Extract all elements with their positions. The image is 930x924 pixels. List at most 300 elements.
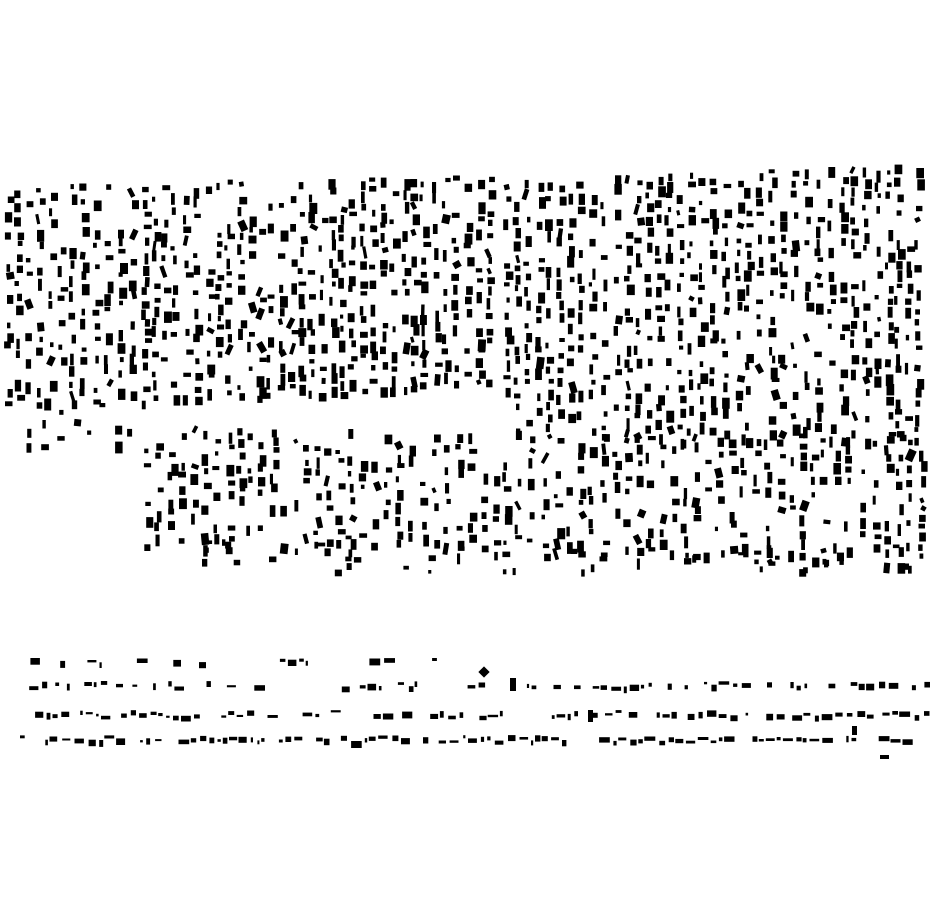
building-footprint: [95, 337, 101, 341]
building-footprint: [445, 178, 450, 182]
building-footprint: [360, 332, 368, 338]
building-footprint: [451, 274, 459, 281]
building-footprint: [404, 387, 407, 395]
building-footprint: [860, 503, 866, 513]
building-footprint: [699, 712, 703, 719]
building-footprint: [833, 463, 841, 475]
building-footprint: [677, 307, 680, 318]
building-footprint: [170, 246, 174, 250]
building-footprint: [579, 286, 585, 293]
building-footprint: [544, 554, 551, 561]
building-footprint: [889, 412, 894, 419]
building-footprint: [571, 549, 578, 554]
building-footprint: [589, 282, 592, 286]
building-footprint: [359, 533, 367, 538]
building-footprint: [495, 741, 504, 745]
building-footprint: [748, 262, 755, 270]
building-footprint: [668, 244, 671, 254]
building-footprint: [884, 536, 891, 544]
building-footprint: [442, 348, 448, 354]
building-footprint: [314, 542, 318, 549]
building-footprint: [803, 738, 807, 742]
building-footprint: [836, 451, 841, 462]
building-footprint: [371, 543, 378, 551]
building-footprint: [171, 382, 177, 388]
building-footprint: [507, 336, 515, 345]
building-footprint: [420, 373, 428, 377]
building-footprint: [194, 196, 197, 207]
building-footprint: [467, 223, 474, 232]
building-footprint: [61, 357, 67, 365]
building-footprint: [557, 528, 565, 539]
building-footprint: [360, 236, 363, 247]
building-footprint: [660, 529, 664, 537]
building-footprint: [57, 436, 64, 441]
building-footprint: [721, 339, 725, 344]
building-footprint: [860, 518, 866, 529]
building-footprint: [152, 197, 155, 202]
building-footprint: [850, 339, 854, 348]
building-footprint: [729, 440, 737, 449]
building-footprint: [692, 555, 696, 562]
building-footprint: [329, 217, 337, 224]
building-footprint: [821, 438, 826, 442]
building-footprint: [476, 328, 483, 337]
building-footprint: [433, 224, 438, 234]
building-footprint: [340, 326, 343, 332]
building-footprint: [777, 737, 781, 740]
building-footprint: [599, 737, 610, 742]
building-footprint: [324, 448, 331, 455]
building-footprint: [655, 258, 661, 263]
building-footprint: [423, 227, 430, 239]
building-footprint: [841, 212, 849, 222]
building-footprint: [380, 260, 388, 270]
building-footprint: [402, 279, 406, 285]
building-footprint: [843, 396, 849, 406]
building-footprint: [179, 740, 190, 745]
building-footprint: [552, 715, 555, 719]
building-footprint: [271, 484, 278, 493]
building-footprint: [716, 480, 723, 487]
building-footprint: [106, 184, 111, 190]
building-footprint: [349, 329, 353, 339]
building-footprint: [61, 247, 67, 254]
building-footprint: [659, 177, 664, 185]
building-footprint: [670, 476, 678, 486]
building-footprint: [916, 388, 922, 397]
building-footprint: [130, 354, 134, 366]
building-footprint: [319, 393, 327, 402]
building-footprint: [238, 439, 244, 448]
building-footprint: [351, 741, 362, 748]
building-footprint: [455, 444, 460, 449]
building-footprint: [675, 739, 683, 743]
building-footprint: [152, 318, 156, 325]
building-footprint: [865, 233, 870, 244]
building-footprint: [665, 280, 671, 291]
building-footprint: [266, 378, 270, 390]
building-footprint: [404, 190, 407, 200]
building-footprint: [435, 322, 440, 332]
building-footprint: [72, 195, 78, 206]
building-footprint: [100, 662, 102, 668]
building-footprint: [847, 713, 853, 717]
building-footprint: [614, 405, 619, 411]
building-footprint: [402, 712, 412, 719]
building-footprint: [578, 466, 585, 473]
building-footprint: [670, 550, 674, 560]
building-footprint: [215, 284, 221, 291]
building-footprint: [209, 373, 215, 377]
building-footprint: [361, 316, 367, 323]
building-footprint: [478, 180, 485, 189]
building-footprint: [371, 365, 375, 371]
building-footprint: [569, 194, 574, 205]
building-footprint: [444, 445, 450, 453]
building-footprint: [666, 411, 674, 423]
building-footprint: [852, 229, 859, 236]
building-footprint: [689, 207, 696, 213]
building-footprint: [143, 266, 149, 276]
building-footprint: [806, 303, 814, 312]
building-footprint: [179, 486, 185, 495]
building-footprint: [524, 287, 528, 297]
building-footprint: [351, 246, 354, 250]
building-footprint: [919, 533, 926, 542]
building-footprint: [757, 314, 761, 319]
building-footprint: [5, 212, 12, 222]
building-footprint: [397, 532, 403, 540]
building-footprint: [768, 236, 775, 244]
building-footprint: [445, 467, 448, 475]
building-footprint: [725, 238, 728, 247]
building-footprint: [502, 552, 510, 558]
building-footprint: [42, 420, 45, 429]
building-footprint: [99, 403, 105, 407]
building-footprint: [309, 195, 312, 203]
building-footprint: [636, 263, 642, 267]
building-footprint: [578, 551, 586, 557]
building-footprint: [404, 179, 410, 191]
building-footprint: [616, 710, 622, 713]
building-footprint: [95, 323, 100, 329]
building-footprint: [381, 271, 387, 277]
building-footprint: [845, 467, 851, 473]
building-footprint: [240, 233, 244, 240]
building-footprint: [465, 184, 473, 192]
building-footprint: [766, 714, 773, 721]
building-footprint: [667, 228, 674, 236]
building-footprint: [624, 687, 627, 694]
building-footprint: [513, 568, 516, 575]
building-footprint: [803, 567, 808, 573]
building-footprint: [332, 282, 336, 287]
building-footprint: [672, 499, 680, 506]
building-footprint: [445, 483, 449, 493]
building-footprint: [535, 337, 540, 347]
building-footprint: [193, 290, 198, 295]
building-footprint: [29, 686, 38, 690]
building-footprint: [69, 313, 76, 320]
building-footprint: [810, 463, 813, 471]
building-footprint: [172, 207, 176, 215]
building-footprint: [627, 418, 630, 430]
building-footprint: [82, 309, 85, 316]
building-footprint: [554, 494, 558, 498]
building-footprint: [458, 469, 464, 478]
building-footprint: [898, 270, 903, 282]
building-footprint: [656, 404, 662, 412]
building-footprint: [83, 227, 90, 237]
building-footprint: [644, 737, 655, 741]
building-footprint: [82, 348, 87, 352]
building-footprint: [146, 517, 153, 528]
building-footprint: [420, 482, 425, 486]
building-footprint: [648, 529, 654, 539]
building-footprint: [37, 230, 44, 242]
building-footprint: [72, 400, 77, 409]
building-footprint: [104, 735, 114, 738]
building-footprint: [788, 551, 794, 562]
building-footprint: [361, 485, 365, 489]
building-footprint: [722, 223, 728, 228]
building-footprint: [432, 182, 436, 193]
building-footprint: [228, 180, 233, 185]
building-footprint: [710, 428, 717, 436]
building-footprint: [335, 516, 342, 526]
building-footprint: [156, 443, 164, 450]
building-footprint: [896, 354, 900, 366]
building-footprint: [378, 736, 387, 739]
building-footprint: [898, 563, 906, 574]
building-footprint: [478, 216, 485, 221]
building-footprint: [711, 741, 717, 744]
building-footprint: [778, 355, 785, 364]
building-footprint: [369, 265, 375, 270]
building-footprint: [896, 366, 902, 373]
building-footprint: [67, 684, 70, 691]
building-footprint: [723, 408, 729, 419]
building-footprint: [799, 434, 805, 439]
building-footprint: [320, 290, 323, 300]
building-footprint: [916, 346, 922, 350]
building-footprint: [493, 516, 499, 522]
building-footprint: [759, 739, 764, 742]
building-footprint: [270, 505, 276, 517]
building-footprint: [593, 686, 600, 689]
building-footprint: [87, 431, 91, 435]
building-footprint: [304, 468, 312, 475]
building-footprint: [760, 173, 764, 181]
building-footprint: [756, 300, 763, 305]
building-footprint: [719, 737, 723, 741]
building-footprint: [164, 220, 168, 228]
building-footprint: [454, 313, 459, 320]
building-footprint: [316, 493, 322, 500]
building-footprint: [677, 283, 681, 292]
building-footprint: [656, 287, 662, 297]
building-footprint: [420, 195, 423, 202]
building-footprint: [27, 443, 32, 453]
building-footprint: [36, 348, 43, 356]
building-footprint: [504, 282, 510, 286]
building-footprint: [804, 371, 807, 383]
building-footprint: [487, 329, 494, 336]
building-footprint: [451, 300, 458, 311]
building-footprint: [546, 308, 551, 318]
building-footprint: [345, 557, 351, 562]
building-footprint: [393, 326, 396, 332]
building-footprint: [131, 259, 137, 266]
building-footprint: [740, 533, 747, 538]
building-footprint: [14, 217, 21, 226]
building-footprint: [206, 187, 212, 195]
building-footprint: [340, 381, 344, 391]
building-footprint: [887, 170, 890, 174]
building-footprint: [919, 451, 923, 462]
building-footprint: [420, 498, 428, 506]
building-footprint: [183, 373, 191, 377]
building-footprint: [161, 233, 167, 242]
building-footprint: [482, 512, 487, 519]
building-footprint: [877, 247, 881, 257]
building-footprint: [476, 358, 483, 368]
building-footprint: [536, 357, 545, 370]
building-footprint: [249, 251, 256, 259]
building-footprint: [453, 285, 457, 295]
building-footprint: [851, 430, 855, 438]
building-footprint: [876, 206, 880, 214]
building-footprint: [637, 559, 640, 570]
building-footprint: [145, 329, 153, 336]
building-footprint: [793, 392, 799, 400]
building-footprint: [226, 465, 234, 477]
building-footprint: [805, 292, 809, 301]
building-footprint: [40, 242, 44, 249]
building-footprint: [201, 506, 208, 515]
building-footprint: [50, 253, 57, 260]
building-footprint: [724, 431, 730, 440]
building-footprint: [914, 365, 921, 372]
building-footprint: [745, 423, 749, 431]
building-footprint: [906, 543, 909, 552]
building-footprint: [668, 684, 672, 690]
building-footprint: [506, 272, 514, 280]
building-footprint: [626, 317, 633, 323]
building-footprint: [303, 445, 309, 452]
building-footprint: [592, 354, 598, 360]
building-footprint: [791, 457, 794, 466]
building-footprint: [247, 711, 254, 716]
building-footprint: [432, 449, 436, 456]
building-footprint: [503, 462, 507, 470]
building-footprint: [118, 389, 125, 400]
building-footprint: [218, 352, 223, 358]
building-footprint: [505, 313, 509, 320]
building-footprint: [227, 685, 236, 687]
building-footprint: [412, 257, 417, 268]
building-footprint: [50, 381, 58, 392]
building-footprint: [851, 370, 856, 381]
building-footprint: [249, 367, 253, 371]
building-footprint: [525, 369, 530, 375]
building-footprint: [240, 487, 245, 492]
building-footprint: [760, 566, 763, 572]
building-footprint: [718, 438, 724, 447]
building-footprint: [888, 253, 895, 263]
building-footprint: [372, 239, 378, 247]
building-footprint: [699, 201, 702, 205]
building-footprint: [506, 349, 510, 357]
building-footprint: [874, 376, 881, 387]
building-footprint: [803, 713, 810, 716]
building-footprint: [280, 308, 285, 316]
building-footprint: [505, 327, 512, 336]
building-footprint: [567, 359, 574, 367]
building-footprint: [589, 209, 597, 218]
building-footprint: [380, 222, 385, 228]
building-footprint: [494, 476, 500, 486]
building-footprint: [736, 391, 743, 401]
building-footprint: [679, 385, 685, 392]
building-footprint: [339, 341, 346, 353]
building-footprint: [443, 250, 447, 262]
building-footprint: [309, 294, 316, 300]
building-footprint: [51, 193, 58, 201]
building-footprint: [767, 545, 772, 549]
building-footprint: [684, 488, 687, 499]
building-footprint: [332, 230, 335, 240]
building-footprint: [488, 220, 493, 226]
building-footprint: [348, 364, 354, 369]
building-footprint: [775, 556, 780, 560]
building-footprint: [315, 446, 321, 451]
building-footprint: [814, 352, 822, 358]
building-footprint: [104, 294, 111, 306]
building-footprint: [710, 315, 715, 324]
building-footprint: [295, 549, 298, 556]
building-footprint: [722, 398, 730, 409]
building-footprint: [239, 496, 244, 506]
building-footprint: [338, 225, 344, 233]
building-footprint: [42, 682, 47, 689]
building-footprint: [615, 509, 620, 519]
building-footprint: [545, 219, 553, 231]
building-footprint: [119, 288, 127, 299]
building-footprint: [841, 224, 848, 234]
building-footprint: [645, 426, 651, 434]
building-footprint: [15, 380, 21, 392]
building-footprint: [115, 442, 123, 454]
building-footprint: [249, 236, 257, 244]
building-footprint: [145, 253, 149, 264]
building-footprint: [17, 294, 22, 301]
building-footprint: [218, 305, 224, 316]
building-footprint: [915, 331, 920, 340]
building-footprint: [468, 523, 473, 533]
building-footprint: [463, 735, 465, 738]
building-footprint: [637, 196, 641, 203]
building-footprint: [129, 281, 137, 292]
building-footprint: [421, 182, 424, 188]
building-footprint: [82, 284, 90, 295]
building-footprint: [383, 362, 388, 370]
building-footprint: [44, 399, 51, 411]
building-footprint: [145, 338, 152, 343]
building-footprint: [697, 383, 700, 389]
building-footprint: [467, 257, 474, 266]
